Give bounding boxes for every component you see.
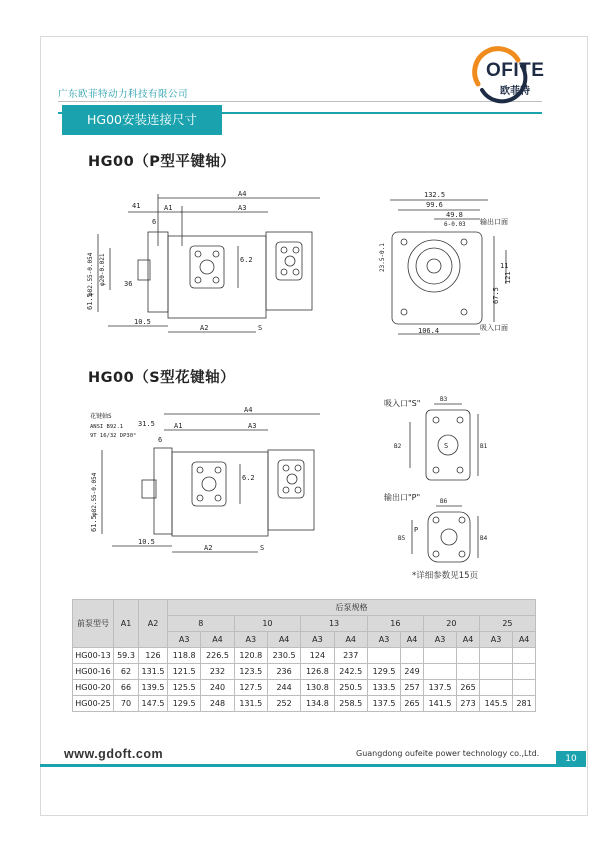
heading-s-type: HG00（S型花键轴） <box>88 370 236 386</box>
col-a1: A1 <box>114 600 139 648</box>
table-cell: 118.8 <box>168 648 201 664</box>
table-cell: 237 <box>334 648 367 664</box>
size-header: 8 <box>168 616 235 632</box>
table-cell: 242.5 <box>334 664 367 680</box>
page-number: 10 <box>556 751 586 767</box>
dim-a3-s: A3 <box>248 422 257 430</box>
dim-23-5: 23.5-0.1 <box>379 243 386 272</box>
table-cell: 240 <box>201 680 234 696</box>
table-cell: 123.5 <box>234 664 267 680</box>
table-cell <box>479 680 512 696</box>
dim-s-s: S <box>260 544 265 552</box>
table-cell: 133.5 <box>367 680 400 696</box>
table-row <box>73 696 536 712</box>
logo-text-en: OFITE <box>486 60 545 81</box>
sub-header: A4 <box>401 632 424 648</box>
table-cell: 230.5 <box>267 648 300 664</box>
table-cell: 120.8 <box>234 648 267 664</box>
dim-a2: A2 <box>200 324 209 332</box>
label-outlet-face: 输出口面 <box>480 218 508 226</box>
table-cell: 252 <box>267 696 300 712</box>
footer-divider <box>40 764 586 767</box>
table-cell: 62 <box>114 664 139 680</box>
label-spline-spec1: ANSI B92.1 <box>90 424 124 430</box>
footer-website[interactable]: www.gdoft.com <box>64 747 164 761</box>
dim-10-5: 10.5 <box>134 318 151 326</box>
table-cell: 226.5 <box>201 648 234 664</box>
label-spline: 花键轴S <box>90 413 112 420</box>
header-divider <box>58 101 542 102</box>
table-cell: 126 <box>139 648 168 664</box>
dim-67-5: 67.5 <box>492 287 500 304</box>
table-cell: 137.5 <box>423 680 456 696</box>
table-cell <box>513 664 536 680</box>
dim-a4-s: A4 <box>244 406 253 414</box>
table-cell: 137.5 <box>367 696 400 712</box>
table-cell: 232 <box>201 664 234 680</box>
heading-p-type: HG00（P型平键轴） <box>88 154 236 170</box>
sub-header: A3 <box>234 632 267 648</box>
dimension-table <box>72 599 536 712</box>
dim-b3: B3 <box>440 396 448 403</box>
dim-6-003: 6-0.03 <box>444 221 466 228</box>
table-cell <box>401 648 424 664</box>
size-header: 16 <box>367 616 423 632</box>
table-cell: 59.3 <box>114 648 139 664</box>
table-cell <box>513 648 536 664</box>
table-cell: 134.8 <box>301 696 334 712</box>
table-cell: 126.8 <box>301 664 334 680</box>
table-cell: 130.8 <box>301 680 334 696</box>
table-cell <box>423 664 456 680</box>
dim-b4: B4 <box>480 535 488 542</box>
label-s: S <box>444 442 449 450</box>
table-cell: 66 <box>114 680 139 696</box>
table-row <box>73 680 536 696</box>
col-rear-spec: 后泵规格 <box>168 600 536 616</box>
table-cell <box>513 680 536 696</box>
table-cell: 248 <box>201 696 234 712</box>
table-cell: 141.5 <box>423 696 456 712</box>
table-cell: 244 <box>267 680 300 696</box>
dim-132-5: 132.5 <box>424 191 446 199</box>
dim-41: 41 <box>132 202 141 210</box>
dim-6-2: 6.2 <box>240 256 253 264</box>
table-cell: 129.5 <box>367 664 400 680</box>
size-header: 25 <box>479 616 535 632</box>
dim-a2-s: A2 <box>204 544 213 552</box>
table-cell: 129.5 <box>168 696 201 712</box>
table-cell: 250.5 <box>334 680 367 696</box>
ofite-logo <box>462 44 544 100</box>
section-title: HG00安装连接尺寸 <box>62 105 222 135</box>
table-cell <box>479 648 512 664</box>
dim-6-2-s: 6.2 <box>242 474 255 482</box>
size-header: 13 <box>301 616 368 632</box>
dim-a4: A4 <box>238 190 247 198</box>
table-cell: 125.5 <box>168 680 201 696</box>
table-cell: 131.5 <box>234 696 267 712</box>
table-cell <box>479 664 512 680</box>
dim-99-6: 99.6 <box>426 201 443 209</box>
table-cell: 273 <box>457 696 480 712</box>
size-header: 10 <box>234 616 301 632</box>
sub-header: A3 <box>168 632 201 648</box>
size-header: 20 <box>423 616 479 632</box>
table-cell: 121.5 <box>168 664 201 680</box>
sub-header: A4 <box>334 632 367 648</box>
dim-b1: B1 <box>480 443 488 450</box>
drawing-p-type-front <box>88 186 316 346</box>
dim-shaft: φ82.55-0.054 <box>87 252 94 296</box>
company-name: 广东欧菲特动力科技有限公司 <box>58 89 189 100</box>
table-cell: 124 <box>301 648 334 664</box>
sub-header: A3 <box>367 632 400 648</box>
dim-61-5: 61.5 <box>86 293 94 310</box>
dim-36: 36 <box>124 280 133 288</box>
table-cell: 265 <box>457 680 480 696</box>
label-inlet-face: 吸入口面 <box>480 324 508 332</box>
drawing-port-views <box>380 392 520 568</box>
suction-port-title: 吸入口"S" <box>384 399 421 408</box>
table-cell: 127.5 <box>234 680 267 696</box>
table-cell <box>423 648 456 664</box>
table-cell: 236 <box>267 664 300 680</box>
dim-11: 11 <box>500 262 509 270</box>
dim-31-5: 31.5 <box>138 420 155 428</box>
table-cell: HG00-16 <box>73 664 114 680</box>
table-cell: 139.5 <box>139 680 168 696</box>
table-cell: 145.5 <box>479 696 512 712</box>
dim-106-4: 106.4 <box>418 327 440 335</box>
sub-header: A4 <box>457 632 480 648</box>
sub-header: A3 <box>423 632 456 648</box>
table-row <box>73 648 536 664</box>
table-cell: 147.5 <box>139 696 168 712</box>
dim-b2: B2 <box>394 443 402 450</box>
table-cell: HG00-13 <box>73 648 114 664</box>
table-row <box>73 664 536 680</box>
dim-b5: B5 <box>398 535 406 542</box>
dim-6: 6 <box>152 218 157 226</box>
sub-header: A4 <box>267 632 300 648</box>
outlet-port-title: 输出口"P" <box>384 493 421 502</box>
table-cell <box>457 664 480 680</box>
table-cell: HG00-25 <box>73 696 114 712</box>
sub-header: A3 <box>301 632 334 648</box>
table-cell: 70 <box>114 696 139 712</box>
table-cell <box>457 648 480 664</box>
dim-61-5-s: 61.5 <box>90 515 98 532</box>
label-spline-spec2: 9T 16/32 DP30° <box>90 433 137 439</box>
table-cell: 249 <box>401 664 424 680</box>
table-cell: 257 <box>401 680 424 696</box>
table-cell: 258.5 <box>334 696 367 712</box>
dim-a1-s: A1 <box>174 422 183 430</box>
sub-header: A4 <box>513 632 536 648</box>
dim-121: 121 <box>504 271 512 284</box>
dim-s: S <box>258 324 263 332</box>
table-cell: 265 <box>401 696 424 712</box>
dim-key: φ20-0.021 <box>99 253 106 286</box>
footer-company: Guangdong oufeite power technology co.,Ltd. <box>356 749 540 758</box>
dim-b6: B6 <box>440 498 448 505</box>
label-p: P <box>414 526 419 534</box>
sub-header: A4 <box>201 632 234 648</box>
table-cell: 131.5 <box>139 664 168 680</box>
drawing-side-view <box>376 186 536 346</box>
sub-header: A3 <box>479 632 512 648</box>
dim-a1: A1 <box>164 204 173 212</box>
dim-49-8: 49.8 <box>446 211 463 219</box>
dim-shaft-s: φ82.55-0.054 <box>91 472 98 516</box>
table-cell: 281 <box>513 696 536 712</box>
dim-10-5-s: 10.5 <box>138 538 155 546</box>
dim-a3: A3 <box>238 204 247 212</box>
dim-6-s: 6 <box>158 436 163 444</box>
table-cell <box>367 648 400 664</box>
col-a2: A2 <box>139 600 168 648</box>
detail-note: *详细参数见15页 <box>412 571 479 581</box>
table-cell: HG00-20 <box>73 680 114 696</box>
col-front-pump: 前泵型号 <box>73 600 114 648</box>
logo-text-cn: 欧菲特 <box>500 86 530 97</box>
drawing-s-type-front <box>88 400 316 564</box>
